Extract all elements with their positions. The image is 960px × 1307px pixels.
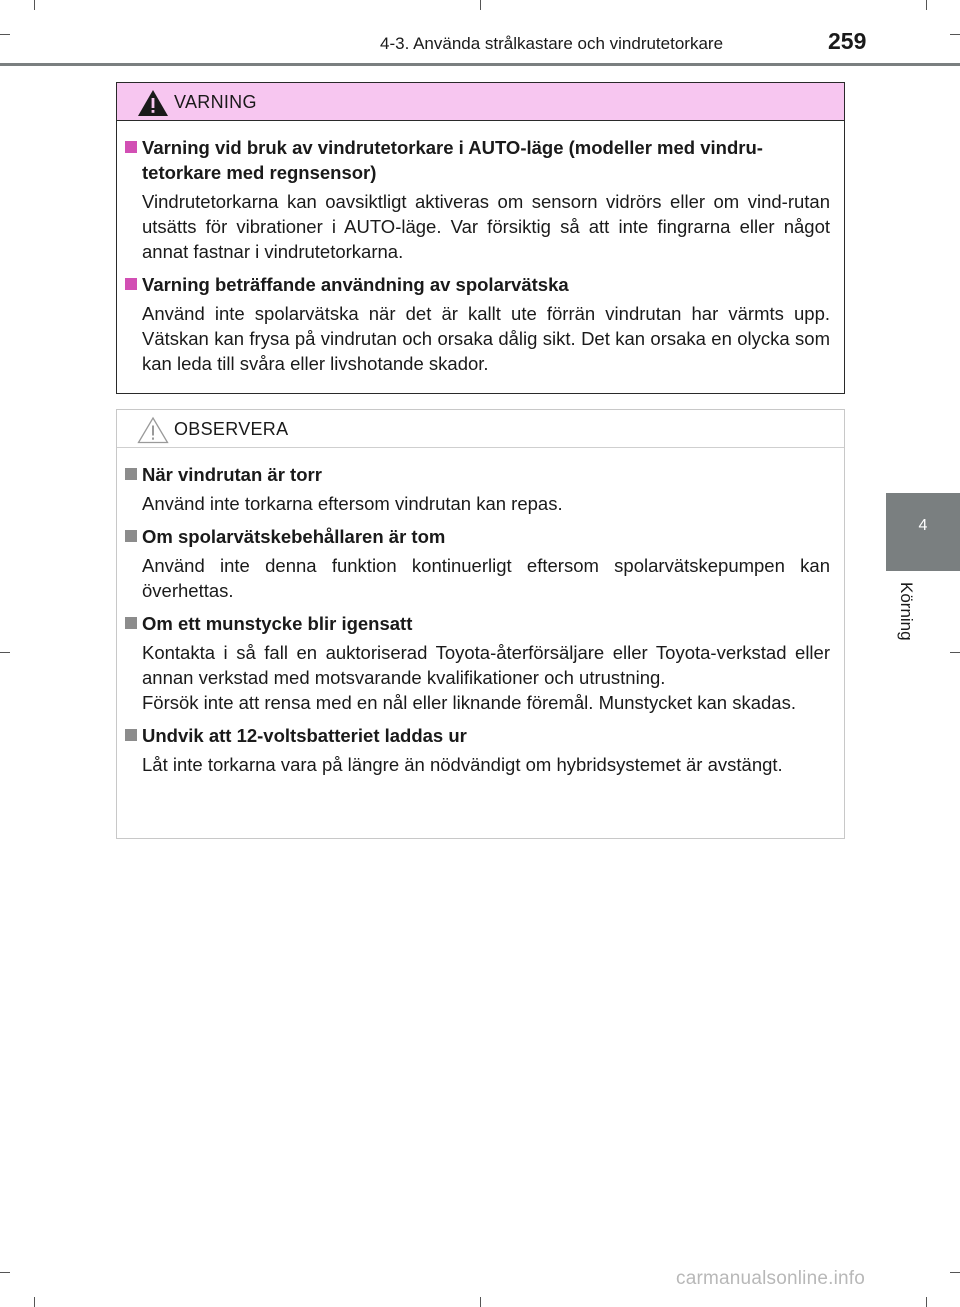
notice-item-text: Låt inte torkarna vara på längre än nödvändigt om hybridsystemet är avstängt. (142, 754, 783, 775)
crop-mark (950, 1272, 960, 1273)
warning-item (125, 135, 830, 264)
header-rule (0, 63, 960, 66)
warning-item-text: Vindrutetorkarna kan oavsiktligt aktiveras om sensorn vidrörs eller om vind-rutan utsätts för vibrationer i AUTO-läge. Var försiktig så att inte fingrarna eller något annat fastnar i vindrutetorkarna. (142, 191, 830, 262)
warning-item-title: Varning vid bruk av vindrutetorkare i AUTO-läge (modeller med vindru-tetorkare med regnsensor) (142, 137, 763, 183)
notice-item-text: Kontakta i så fall en auktoriserad Toyota-återförsäljare eller Toyota-verkstad eller annan verkstad med motsvarande kvalifikationer och utrustning. (142, 642, 830, 688)
square-bullet-icon (125, 729, 137, 741)
notice-box (116, 409, 845, 839)
page-number: 259 (828, 28, 867, 54)
warning-label: VARNING (174, 92, 257, 112)
square-bullet-icon (125, 617, 137, 629)
chapter-label: Körning (897, 582, 916, 641)
warning-item (125, 272, 830, 376)
section-title: 4-3. Använda strålkastare och vindrutetorkare (380, 34, 724, 53)
crop-mark (0, 1272, 10, 1273)
notice-body (117, 448, 844, 777)
notice-item-text: Använd inte denna funktion kontinuerligt eftersom spolarvätskepumpen kan överhettas. (142, 555, 830, 601)
warning-triangle-filled-icon (137, 89, 169, 117)
notice-item-title: Om spolarvätskebehållaren är tom (142, 526, 446, 547)
crop-mark (0, 652, 10, 653)
crop-mark (34, 1297, 35, 1307)
notice-label: OBSERVERA (174, 419, 289, 439)
notice-item (125, 462, 830, 516)
notice-item-text: Använd inte torkarna eftersom vindrutan kan repas. (142, 493, 563, 514)
crop-mark (950, 652, 960, 653)
square-bullet-icon (125, 530, 137, 542)
notice-item-title: Om ett munstycke blir igensatt (142, 613, 413, 634)
warning-header (117, 83, 844, 121)
warning-triangle-outline-icon (137, 416, 169, 444)
notice-item-text: Försök inte att rensa med en nål eller liknande föremål. Munstycket kan skadas. (142, 692, 796, 713)
warning-body (117, 121, 844, 376)
chapter-label-wrap (896, 582, 916, 662)
notice-item-title: När vindrutan är torr (142, 464, 322, 485)
chapter-number: 4 (918, 517, 928, 534)
square-bullet-icon (125, 468, 137, 480)
crop-mark (926, 1297, 927, 1307)
watermark: carmanualsonline.info (676, 1268, 866, 1289)
notice-header (117, 410, 844, 448)
notice-item (125, 524, 830, 603)
page-header (0, 0, 960, 66)
warning-box (116, 82, 845, 394)
warning-item-text: Använd inte spolarvätska när det är kallt ute förrän vindrutan har värmts upp. Vätskan kan frysa på vindrutan och orsaka dålig sikt. Det kan orsaka en olycka som kan leda till svåra eller livshotande skador. (142, 303, 830, 374)
notice-item-title: Undvik att 12-voltsbatteriet laddas ur (142, 725, 467, 746)
warning-item-title: Varning beträffande användning av spolarvätska (142, 274, 569, 295)
notice-item (125, 611, 830, 715)
square-bullet-icon (125, 141, 137, 153)
notice-item (125, 723, 830, 777)
square-bullet-icon (125, 278, 137, 290)
crop-mark (480, 1297, 481, 1307)
chapter-tab (886, 493, 960, 571)
